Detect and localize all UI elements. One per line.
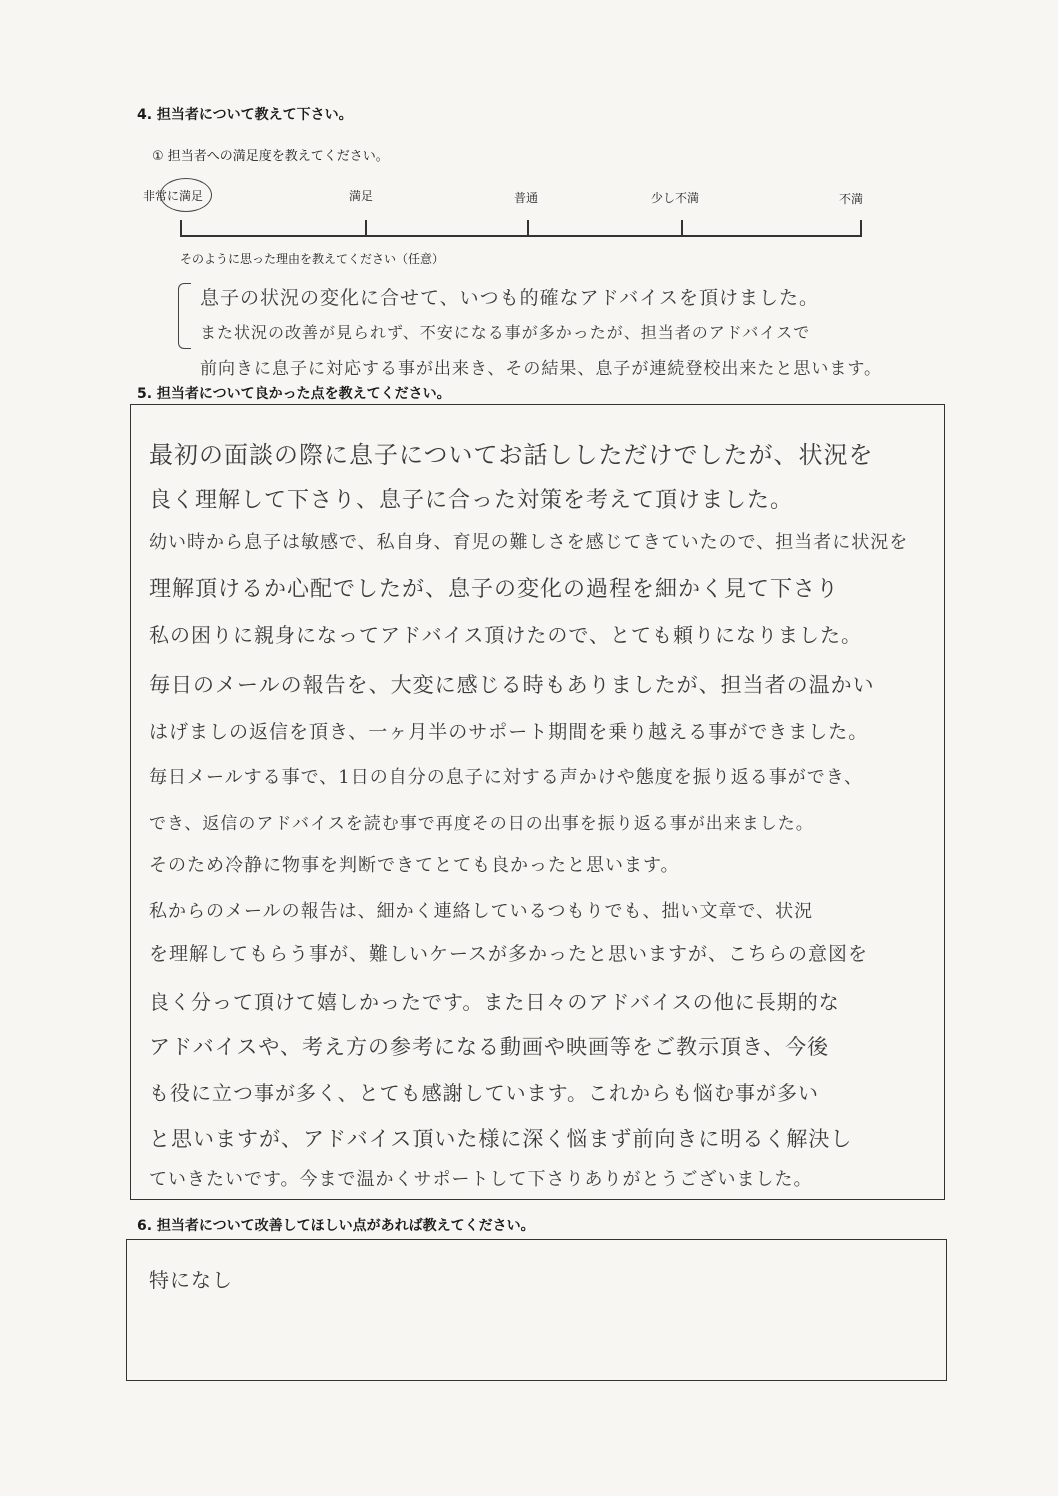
question-satisfaction: ① 担当者への満足度を教えてください。 (152, 149, 389, 164)
improvement-answer: 特になし (149, 1268, 233, 1292)
good-points-box (130, 404, 945, 1200)
answer-line: 私からのメールの報告は、細かく連絡しているつもりでも、拙い文章で、状況 (149, 901, 814, 922)
answer-line: も役に立つ事が多く、とても感謝しています。これからも悩む事が多い (149, 1081, 819, 1105)
answer-line: 毎日のメールの報告を、大変に感じる時もありましたが、担当者の温かい (149, 673, 875, 697)
scale-tick (180, 220, 182, 236)
reason-bracket (178, 283, 191, 349)
scale-label-very-satisfied: 非常に満足 (143, 189, 204, 203)
scale-label-satisfied: 満足 (349, 189, 374, 203)
reason-label: そのように思った理由を教えてください（任意） (180, 252, 445, 266)
answer-line: 私の困りに親身になってアドバイス頂けたので、とても頼りになりました。 (149, 623, 862, 647)
answer-line: を理解してもらう事が、難しいケースが多かったと思いますが、こちらの意図を (149, 943, 869, 965)
answer-line: ていきたいです。今まで温かくサポートして下さりありがとうございました。 (149, 1169, 813, 1190)
answer-line: でき、返信のアドバイスを読む事で再度その日の出事を振り返る事が出来ました。 (149, 814, 814, 834)
answer-line: 良く分って頂けて嬉しかったです。また日々のアドバイスの他に長期的な (149, 990, 840, 1014)
answer-line: 理解頂けるか心配でしたが、息子の変化の過程を細かく見て下さり (149, 577, 840, 602)
answer-line: そのため冷静に物事を判断できてとても良かったと思います。 (149, 855, 680, 876)
reason-line: また状況の改善が見られず、不安になる事が多かったが、担当者のアドバイスで (200, 323, 811, 342)
improvement-box (126, 1239, 947, 1381)
answer-line: 最初の面談の際に息子についてお話ししただけでしたが、状況を (149, 441, 874, 469)
scale-axis (180, 235, 862, 237)
answer-line: 良く理解して下さり、息子に合った対策を考えて頂けました。 (149, 488, 794, 513)
scale-label-neutral: 普通 (514, 191, 539, 205)
section6-title: 6. 担当者について改善してほしい点があれば教えてください。 (137, 1218, 535, 1234)
answer-line: はげましの返信を頂き、一ヶ月半のサポート期間を乗り越える事ができました。 (149, 721, 869, 743)
scale-label-dissatisfied: 不満 (839, 192, 864, 206)
reason-line: 息子の状況の変化に合せて、いつも的確なアドバイスを頂けました。 (200, 287, 820, 309)
answer-line: 幼い時から息子は敏感で、私自身、育児の難しさを感じてきていたので、担当者に状況を (149, 532, 909, 553)
scale-tick (681, 220, 683, 236)
section5-title: 5. 担当者について良かった点を教えてください。 (137, 386, 451, 402)
scale-tick (527, 220, 529, 236)
section4-title: 4. 担当者について教えて下さい。 (137, 107, 353, 123)
answer-line: と思いますが、アドバイス頂いた様に深く悩まず前向きに明るく解決し (149, 1127, 853, 1151)
scale-tick (365, 220, 367, 236)
scale-tick (860, 220, 862, 236)
scale-label-slightly-dissatisfied: 少し不満 (651, 191, 700, 205)
reason-line: 前向きに息子に対応する事が出来き、その結果、息子が連続登校出来たと思います。 (200, 359, 882, 379)
answer-line: アドバイスや、考え方の参考になる動画や映画等をご教示頂き、今後 (149, 1035, 830, 1059)
answer-line: 毎日メールする事で、1日の自分の息子に対する声かけや態度を振り返る事ができ、 (149, 767, 864, 788)
